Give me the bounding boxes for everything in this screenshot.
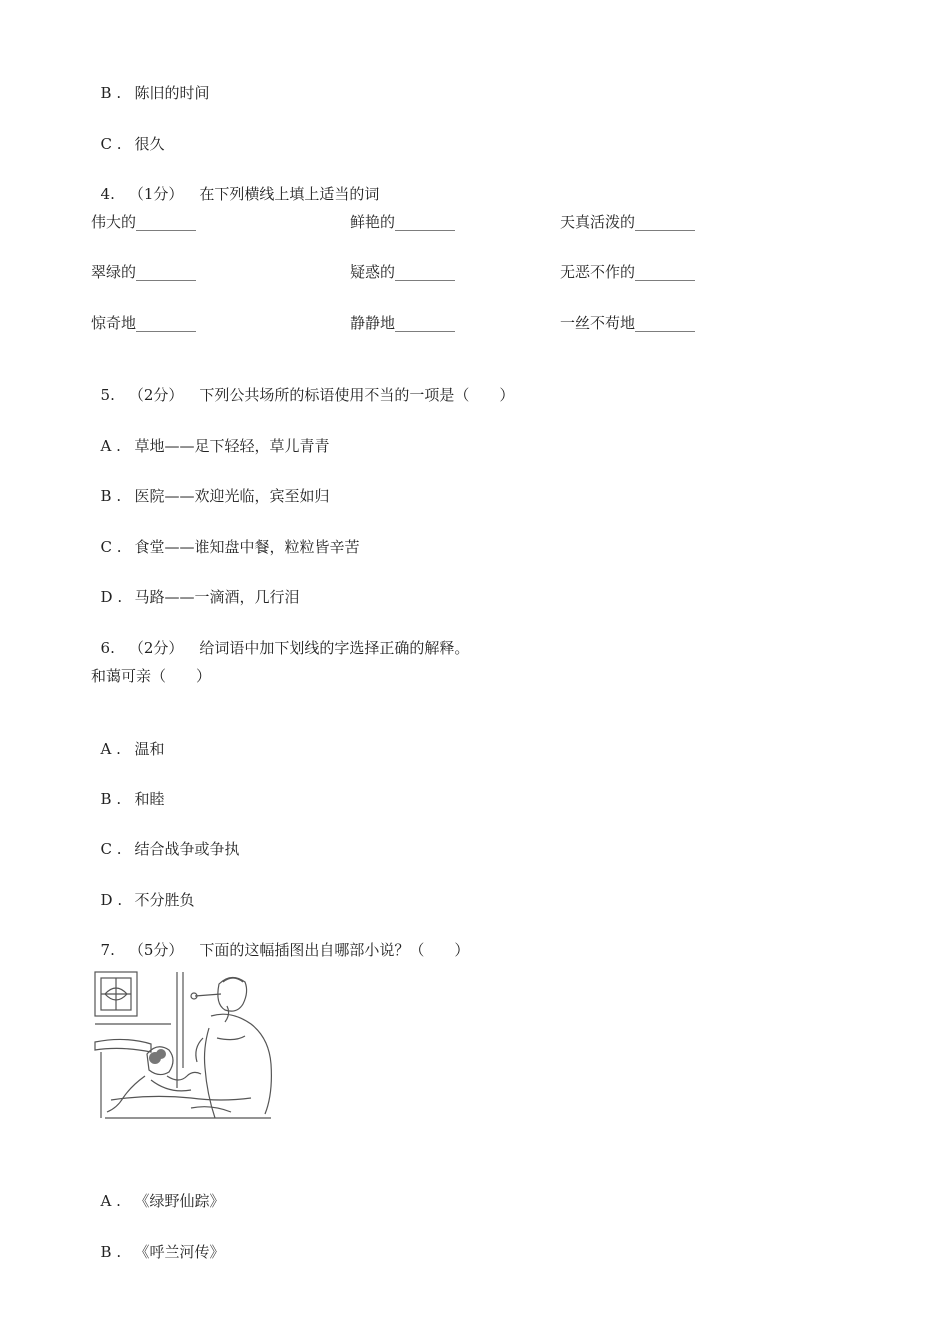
option-letter: B . [100, 84, 122, 102]
q5-option-a[interactable] [91, 413, 330, 457]
question-prompt: 给词语中加下划线的字选择正确的解释。 [199, 639, 470, 657]
option-text: 和睦 [134, 790, 165, 808]
q4-blank-1-3[interactable]: 天真活泼的________ [560, 213, 696, 231]
question-number: 7. [100, 941, 115, 959]
option-text: 食堂——谁知盘中餐，粒粒皆辛苦 [134, 538, 360, 556]
q3-option-b[interactable] [91, 60, 210, 104]
q4-blank-2-2[interactable]: 疑惑的________ [350, 263, 456, 281]
question-number: 6. [100, 639, 115, 657]
q7-header [91, 917, 469, 961]
illustration-grandfather-child-icon [91, 968, 277, 1124]
option-text: 结合战争或争执 [134, 840, 240, 858]
q4-header [91, 161, 379, 205]
q6-option-d[interactable] [91, 867, 195, 911]
q4-blank-3-3[interactable]: 一丝不苟地________ [560, 314, 696, 332]
q4-blank-2-1[interactable]: 翠绿的________ [91, 263, 197, 281]
q5-option-b[interactable] [91, 463, 330, 507]
option-text: 草地——足下轻轻，草儿青青 [134, 437, 330, 455]
question-number: 5. [100, 386, 115, 404]
option-letter: A . [100, 1192, 121, 1210]
option-text: 陈旧的时间 [134, 84, 210, 102]
option-text: 温和 [134, 740, 165, 758]
option-letter: C . [100, 840, 122, 858]
question-score: （2分） [128, 639, 184, 657]
option-letter: B . [100, 790, 122, 808]
q5-option-d[interactable] [91, 564, 300, 608]
q6-header [91, 615, 469, 659]
q7-option-b[interactable] [91, 1219, 225, 1263]
q6-option-a[interactable] [91, 716, 165, 760]
question-prompt: 下面的这幅插图出自哪部小说？（ ） [199, 941, 470, 959]
q4-blank-3-1[interactable]: 惊奇地________ [91, 314, 197, 332]
option-letter: A . [100, 437, 121, 455]
q4-blank-3-2[interactable]: 静静地________ [350, 314, 456, 332]
question-score: （2分） [128, 386, 184, 404]
option-letter: C . [100, 135, 122, 153]
question-score: （1分） [128, 185, 184, 203]
option-text: 不分胜负 [134, 891, 195, 909]
option-letter: B . [100, 1243, 122, 1261]
q6-option-b[interactable] [91, 766, 165, 810]
q7-option-a[interactable] [91, 1168, 225, 1212]
option-letter: C . [100, 538, 122, 556]
question-prompt: 下列公共场所的标语使用不当的一项是（ ） [199, 386, 515, 404]
q3-option-c[interactable] [91, 111, 165, 155]
q4-blank-1-2[interactable]: 鲜艳的________ [350, 213, 456, 231]
q4-blank-2-3[interactable]: 无恶不作的________ [560, 263, 696, 281]
q5-header [91, 362, 514, 406]
option-letter: B . [100, 487, 122, 505]
question-score: （5分） [128, 941, 184, 959]
option-text: 很久 [134, 135, 165, 153]
question-number: 4. [100, 185, 115, 203]
q4-blank-1-1[interactable]: 伟大的________ [91, 213, 197, 231]
option-text: 《绿野仙踪》 [134, 1192, 225, 1210]
option-letter: A . [100, 740, 121, 758]
option-text: 《呼兰河传》 [134, 1243, 225, 1261]
question-prompt: 在下列横线上填上适当的词 [199, 185, 380, 203]
q6-word: 和蔼可亲（ ） [91, 667, 212, 685]
q6-option-c[interactable] [91, 816, 240, 860]
option-letter: D . [100, 588, 123, 606]
option-text: 医院——欢迎光临，宾至如归 [134, 487, 330, 505]
q5-option-c[interactable] [91, 514, 360, 558]
option-text: 马路——一滴酒，几行泪 [134, 588, 300, 606]
option-letter: D . [100, 891, 123, 909]
